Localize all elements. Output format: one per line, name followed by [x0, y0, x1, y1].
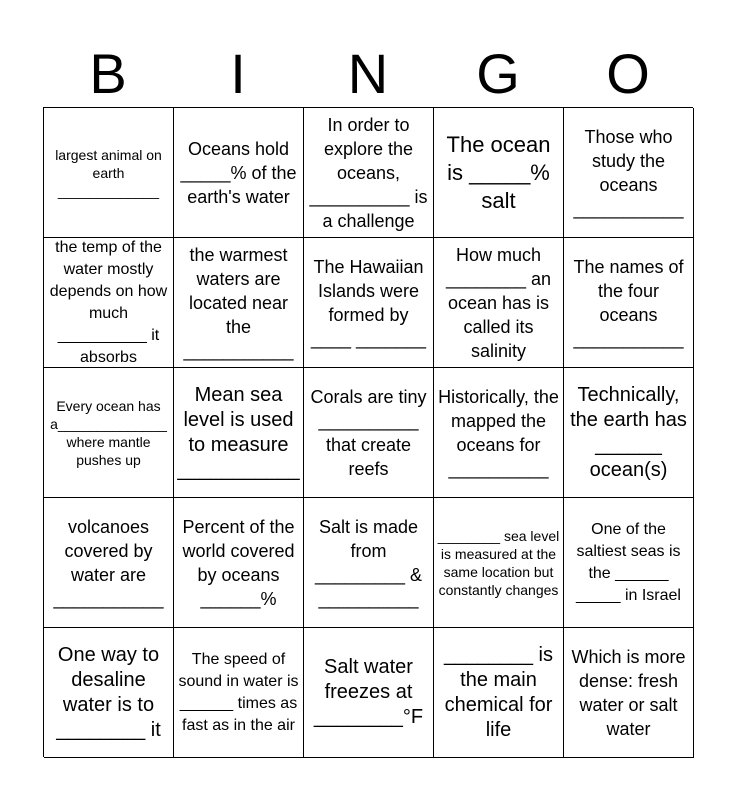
cell-text: Every ocean has a______________ where mantle pushes up: [50, 397, 167, 468]
bingo-cell-r2c3[interactable]: [304, 238, 434, 368]
cell-text: Salt water freezes at ________°F: [313, 656, 424, 728]
cell-text: The ocean is _____% salt: [446, 131, 551, 213]
bingo-cell-r5c3[interactable]: [304, 628, 434, 758]
cell-text: Which is more dense: fresh water or salt water: [571, 646, 686, 739]
bingo-cell-r3c3[interactable]: [304, 368, 434, 498]
header-letter-n: N: [347, 42, 389, 105]
bingo-cell-r5c2[interactable]: [174, 628, 304, 758]
cell-text: Corals are tiny __________ that create reefs: [310, 386, 427, 479]
bingo-header: [43, 42, 693, 106]
cell-text: largest animal on earth _____________: [55, 146, 162, 199]
cell-text: the temp of the water mostly depends on how much __________ it absorbs: [49, 238, 168, 366]
bingo-cell-r2c2[interactable]: [174, 238, 304, 368]
cell-text: How much ________ an ocean has is called its salinity: [445, 244, 552, 361]
bingo-cell-r1c5[interactable]: [564, 108, 694, 238]
bingo-cell-r3c2[interactable]: [174, 368, 304, 498]
cell-text: The Hawaiian Islands were formed by ____ _______: [310, 256, 427, 349]
bingo-cell-r1c3[interactable]: [304, 108, 434, 238]
cell-text: The speed of sound in water is ______ times as fast as in the air: [178, 650, 299, 734]
bingo-cell-r4c1[interactable]: [44, 498, 174, 628]
bingo-cell-r2c4[interactable]: [434, 238, 564, 368]
bingo-cell-r3c4[interactable]: [434, 368, 564, 498]
cell-text: The names of the four oceans ___________: [573, 256, 684, 349]
cell-text: In order to explore the oceans, __________ is a challenge: [309, 114, 428, 231]
cell-text: Mean sea level is used to measure ___________: [177, 383, 300, 481]
cell-text: One way to desaline water is to ________ it: [56, 643, 161, 741]
cell-text: Salt is made from _________ & __________: [314, 516, 423, 609]
bingo-cell-r4c3[interactable]: [304, 498, 434, 628]
cell-text: One of the saltiest seas is the ______ _____ in Israel: [576, 520, 681, 604]
cell-text: ________ is the main chemical for life: [444, 643, 553, 741]
bingo-cell-r2c1[interactable]: [44, 238, 174, 368]
cell-text: the warmest waters are located near the ___________: [183, 244, 294, 361]
bingo-cell-r5c1[interactable]: [44, 628, 174, 758]
cell-text: Percent of the world covered by oceans ______%: [182, 516, 295, 609]
header-letter-g: G: [476, 42, 520, 105]
cell-text: Technically, the earth has ______ ocean(s): [570, 383, 687, 481]
header-letter-i: I: [230, 42, 246, 105]
bingo-cell-r1c1[interactable]: [44, 108, 174, 238]
cell-text: Historically, the mapped the oceans for __________: [438, 386, 559, 479]
cell-text: Those who study the oceans ___________: [573, 126, 684, 219]
cell-text: volcanoes covered by water are ___________: [53, 516, 164, 609]
bingo-cell-r4c4[interactable]: [434, 498, 564, 628]
bingo-cell-r4c2[interactable]: [174, 498, 304, 628]
bingo-cell-r1c2[interactable]: [174, 108, 304, 238]
bingo-cell-r4c5[interactable]: [564, 498, 694, 628]
bingo-cell-r5c4[interactable]: [434, 628, 564, 758]
bingo-cell-r5c5[interactable]: [564, 628, 694, 758]
header-letter-o: O: [606, 42, 650, 105]
bingo-cell-r3c1[interactable]: [44, 368, 174, 498]
bingo-cell-r2c5[interactable]: [564, 238, 694, 368]
bingo-cell-r3c5[interactable]: [564, 368, 694, 498]
header-letter-b: B: [89, 42, 127, 105]
bingo-board: [43, 107, 693, 757]
cell-text: ________ sea level is measured at the same location but constantly changes: [437, 527, 560, 598]
cell-text: Oceans hold _____% of the earth's water: [180, 138, 297, 207]
bingo-cell-r1c4[interactable]: [434, 108, 564, 238]
